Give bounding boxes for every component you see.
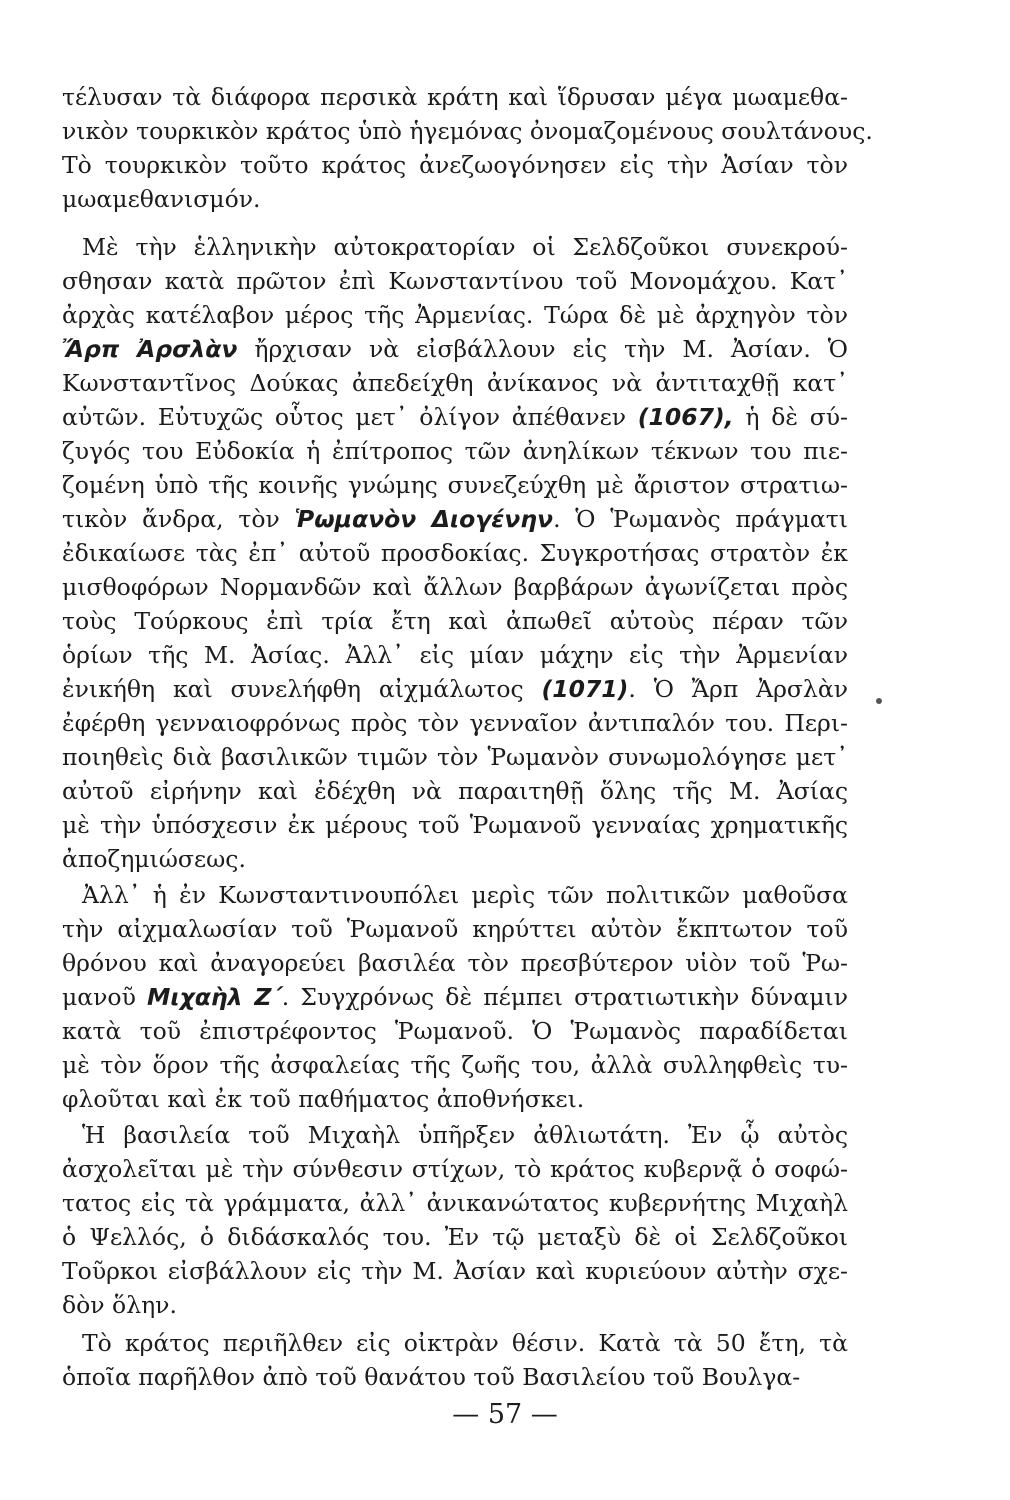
text-run: Ἡ βασιλεία τοῦ Μιχαὴλ ὑπῆρξεν ἀθλιωτάτη. Ἐν ᾧ αὐτὸς (82, 1121, 848, 1149)
text-run: μανοῦ (62, 983, 148, 1011)
text-run: μισθοφόρων Νορμανδῶν καὶ ἄλλων βαρβάρων ἀγωνίζεται πρὸς (62, 573, 848, 601)
text-line (62, 946, 848, 980)
text-run: ἡ δὲ σύ- (733, 403, 848, 431)
text-line (62, 638, 848, 672)
text-line (62, 114, 873, 148)
text-line (62, 264, 848, 298)
text-run: τὴν αἰχμαλωσίαν τοῦ Ῥωμανοῦ κηρύττει αὐτὸν ἔκπτωτον τοῦ (62, 915, 848, 943)
text-run: ὁποῖα παρῆλθον ἀπὸ τοῦ θανάτου τοῦ Βασιλείου τοῦ Βουλγα- (62, 1363, 801, 1391)
text-run: ζομένη ὑπὸ τῆς κοινῆς γνώμης συνεζεύχθη μὲ ἄριστον στρατιω- (62, 471, 848, 499)
text-run: ἀσχολεῖται μὲ τὴν σύνθεσιν στίχων, τὸ κράτος κυβερνᾷ ὁ σοφώ- (62, 1155, 848, 1183)
text-line (62, 1048, 848, 1082)
text-run: τοὺς Τούρκους ἐπὶ τρία ἔτη καὶ ἀπωθεῖ αὐτοὺς πέραν τῶν (62, 607, 848, 635)
text-run: τατος εἰς τὰ γράμματα, ἀλλ᾽ ἀνικανώτατος κυβερνήτης Μιχαὴλ (62, 1189, 848, 1217)
text-line (62, 1288, 848, 1322)
text-line (62, 434, 848, 468)
text-line (62, 148, 848, 182)
text-line (62, 1152, 848, 1186)
text-run: ἀποζημιώσεως. (62, 845, 246, 873)
text-line (82, 1326, 848, 1360)
text-line (62, 332, 848, 366)
text-line (62, 706, 848, 740)
text-line (82, 230, 848, 264)
page-number: — 57 — (452, 1399, 558, 1430)
emphasized-term: Ἄρπ Ἀρσλὰν (62, 335, 238, 363)
text-run: τικὸν ἄνδρα, τὸν (62, 505, 295, 533)
text-line (62, 298, 848, 332)
text-run: ἐφέρθη γενναιοφρόνως πρὸς τὸν γενναῖον ἀντιπαλόν του. Περι- (62, 709, 848, 737)
text-line (62, 912, 848, 946)
text-line (62, 182, 848, 216)
text-run: Κωνσταντῖνος Δούκας ἀπεδείχθη ἀνίκανος νὰ ἀντιταχθῇ κατ᾽ (62, 369, 848, 397)
text-run: ἀρχὰς κατέλαβον μέρος τῆς Ἀρμενίας. Τώρα δὲ μὲ ἀρχηγὸν τὸν (62, 301, 848, 329)
emphasized-term: (1071) (541, 675, 629, 703)
text-run: Μὲ τὴν ἑλληνικὴν αὐτοκρατορίαν οἱ Σελδζοῦκοι συνεκρού- (82, 233, 848, 261)
text-line (62, 1254, 848, 1288)
text-run: Τὸ τουρκικὸν τοῦτο κράτος ἀνεζωογόνησεν εἰς τὴν Ἀσίαν τὸν (62, 151, 848, 179)
text-line (62, 604, 848, 638)
text-run: μὲ τὴν ὑπόσχεσιν ἐκ μέρους τοῦ Ῥωμανοῦ γενναίας χρηματικῆς (62, 811, 848, 839)
text-run: . Συγχρόνως δὲ πέμπει στρατιωτικὴν δύναμιν (281, 983, 848, 1011)
text-line (62, 1082, 848, 1116)
text-run: νικὸν τουρκικὸν κράτος ὑπὸ ἡγεμόνας ὀνομαζομένους σουλτάνους. (62, 117, 873, 145)
text-run: αὐτοῦ εἰρήνην καὶ ἐδέχθη νὰ παραιτηθῇ ὅλης τῆς Μ. Ἀσίας (62, 777, 848, 805)
text-line (62, 570, 848, 604)
text-line (62, 366, 848, 400)
text-run: αὐτῶν. Εὐτυχῶς οὗτος μετ᾽ ὀλίγον ἀπέθανεν (62, 403, 638, 431)
text-run: θρόνου καὶ ἀναγορεύει βασιλέα τὸν πρεσβύτερον υἱὸν τοῦ Ῥω- (62, 949, 848, 977)
text-run: Τοῦρκοι εἰσβάλλουν εἰς τὴν Μ. Ἀσίαν καὶ κυριεύουν αὐτὴν σχε- (62, 1257, 848, 1285)
text-line (62, 468, 848, 502)
text-line (62, 536, 848, 570)
text-run: κατὰ τοῦ ἐπιστρέφοντος Ῥωμανοῦ. Ὁ Ῥωμανὸς παραδίδεται (62, 1017, 848, 1045)
text-run: δὸν ὅλην. (62, 1291, 177, 1319)
text-line (62, 842, 848, 876)
text-line (62, 1360, 848, 1394)
text-run: ὁ Ψελλός, ὁ διδάσκαλός του. Ἐν τῷ μεταξὺ δὲ οἱ Σελδζοῦκοι (62, 1223, 848, 1251)
text-run: τέλυσαν τὰ διάφορα περσικὰ κράτη καὶ ἵδρυσαν μέγα μωαμεθα- (62, 83, 848, 111)
text-line (62, 980, 848, 1014)
text-line (62, 774, 848, 808)
text-run: . Ὁ Ἄρπ Ἀρσλὰν (628, 675, 848, 703)
emphasized-term: Μιχαὴλ Ζ΄ (147, 983, 282, 1011)
text-run: ἐδικαίωσε τὰς ἐπ᾽ αὐτοῦ προσδοκίας. Συγκροτήσας στρατὸν ἐκ (62, 539, 848, 567)
text-line (62, 1014, 848, 1048)
text-line (82, 878, 848, 912)
text-line (62, 1220, 848, 1254)
emphasized-term: Ῥωμανὸν Διογένην (294, 505, 554, 533)
text-run: μὲ τὸν ὅρον τῆς ἀσφαλείας τῆς ζωῆς του, ἀλλὰ συλληφθεὶς τυ- (62, 1051, 848, 1079)
text-line (62, 740, 848, 774)
text-run: μωαμεθανισμόν. (62, 185, 261, 213)
text-line (82, 1118, 848, 1152)
text-run: φλοῦται καὶ ἐκ τοῦ παθήματος ἀποθνήσκει. (62, 1085, 585, 1113)
text-line (62, 672, 848, 706)
text-line (62, 1186, 848, 1220)
text-run: ζυγός του Εὐδοκία ἡ ἐπίτροπος τῶν ἀνηλίκων τέκνων του πιε- (62, 437, 848, 465)
text-line (62, 80, 848, 114)
text-run: ποιηθεὶς διὰ βασιλικῶν τιμῶν τὸν Ῥωμανὸν συνωμολόγησε μετ᾽ (62, 743, 848, 771)
text-run: ἤρχισαν νὰ εἰσβάλλουν εἰς τὴν Μ. Ἀσίαν. Ὁ (237, 335, 848, 363)
text-run: ὁρίων τῆς Μ. Ἀσίας. Ἀλλ᾽ εἰς μίαν μάχην εἰς τὴν Ἀρμενίαν (62, 641, 848, 669)
text-line (62, 400, 848, 434)
text-line (62, 808, 848, 842)
text-run: ἐνικήθη καὶ συνελήφθη αἰχμάλωτος (62, 675, 542, 703)
text-line (62, 502, 848, 536)
text-run: . Ὁ Ῥωμανὸς πράγματι (553, 505, 849, 533)
text-run: Ἀλλ᾽ ἡ ἐν Κωνσταντινουπόλει μερὶς τῶν πολιτικῶν μαθοῦσα (82, 881, 848, 909)
text-run: Τὸ κράτος περιῆλθεν εἰς οἰκτρὰν θέσιν. Κατὰ τὰ 50 ἔτη, τὰ (82, 1329, 848, 1357)
emphasized-term: (1067), (637, 403, 734, 431)
margin-speck (876, 698, 882, 704)
text-run: σθησαν κατὰ πρῶτον ἐπὶ Κωνσταντίνου τοῦ Μονομάχου. Κατ᾽ (62, 267, 848, 295)
